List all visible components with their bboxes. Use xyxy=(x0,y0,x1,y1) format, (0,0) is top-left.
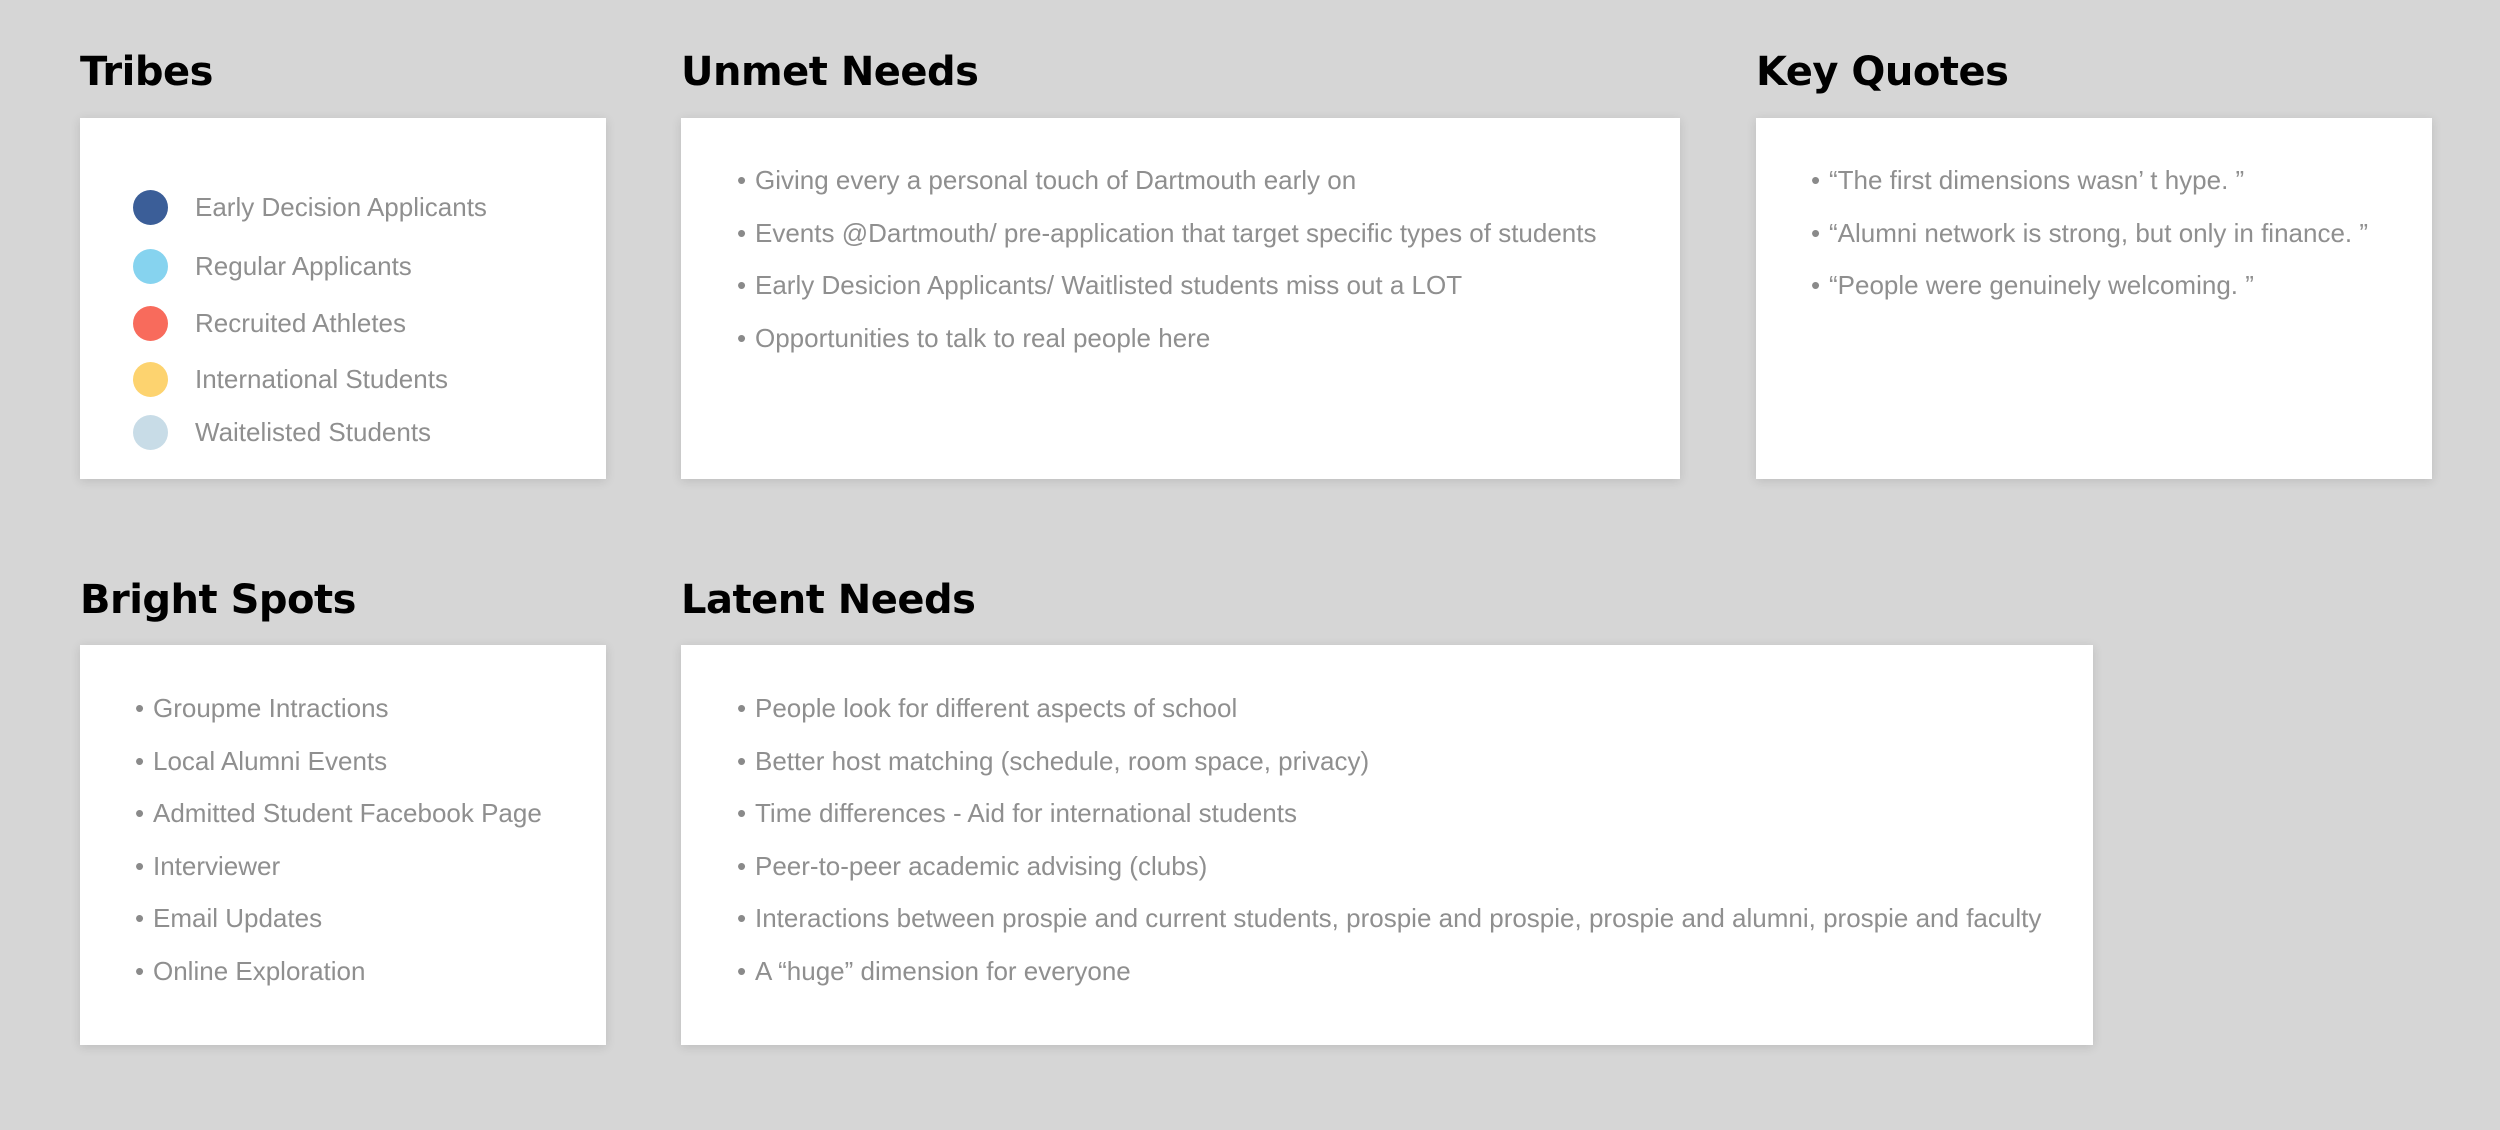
latent-need-text: Peer-to-peer academic advising (clubs) xyxy=(755,850,1208,881)
latent-needs-list xyxy=(737,690,2041,1005)
bullet-icon: • xyxy=(737,217,747,248)
latent-need-text: Time differences - Aid for international students xyxy=(755,798,1297,828)
bullet-icon: • xyxy=(737,955,747,986)
list-item xyxy=(737,267,1596,303)
bullet-icon: • xyxy=(737,850,747,881)
list-item xyxy=(737,743,2041,779)
latent-need-text: A “huge” dimension for everyone xyxy=(755,955,1131,986)
quote-text: “The first dimensions wasn’ t hype. ” xyxy=(1829,165,2245,195)
list-item xyxy=(737,795,2041,831)
bullet-icon: • xyxy=(737,270,747,300)
tribe-label: Recruited Athletes xyxy=(195,307,407,338)
key-quotes-list xyxy=(1811,162,2368,320)
tribe-color-dot xyxy=(133,415,168,450)
bullet-icon: • xyxy=(135,693,145,723)
unmet-need-text: Early Desicion Applicants/ Waitlisted students miss out a LOT xyxy=(755,270,1463,300)
bullet-icon: • xyxy=(135,798,145,828)
list-item xyxy=(737,215,1596,251)
list-item xyxy=(737,320,1596,356)
unmet-need-text: Giving every a personal touch of Dartmouth early on xyxy=(755,165,1357,195)
tribe-label: Regular Applicants xyxy=(195,250,412,281)
tribe-label: International Students xyxy=(195,363,448,394)
unmet-need-text: Opportunities to talk to real people here xyxy=(755,322,1211,353)
tribe-label: Early Decision Applicants xyxy=(195,191,487,222)
bright-spot-text: Groupme Intractions xyxy=(153,693,389,723)
tribe-color-dot xyxy=(133,190,168,225)
latent-needs-title: Latent Needs xyxy=(681,577,976,623)
bright-spots-title: Bright Spots xyxy=(80,577,356,623)
bright-spots-list xyxy=(135,690,542,1005)
tribe-item xyxy=(133,246,412,286)
bullet-icon: • xyxy=(1811,165,1821,195)
bullet-icon: • xyxy=(737,322,747,353)
list-item xyxy=(1811,215,2368,251)
bullet-icon: • xyxy=(1811,217,1821,248)
list-item xyxy=(135,848,542,884)
latent-need-text: Better host matching (schedule, room space, privacy) xyxy=(755,745,1370,776)
list-item xyxy=(737,690,2041,726)
bright-spots-card xyxy=(80,645,606,1045)
key-quotes-card xyxy=(1756,118,2432,479)
list-item xyxy=(737,953,2041,989)
list-item xyxy=(737,900,2041,936)
tribe-item xyxy=(133,303,406,343)
tribe-label: Waitelisted Students xyxy=(195,416,432,447)
bullet-icon: • xyxy=(135,955,145,986)
list-item xyxy=(135,953,542,989)
bullet-icon: • xyxy=(135,850,145,881)
bullet-icon: • xyxy=(737,165,747,195)
list-item xyxy=(1811,162,2368,198)
latent-need-text: People look for different aspects of school xyxy=(755,693,1238,723)
tribe-color-dot xyxy=(133,249,168,284)
list-item xyxy=(737,848,2041,884)
tribe-item xyxy=(133,187,487,227)
bullet-icon: • xyxy=(737,798,747,828)
tribes-card xyxy=(80,118,606,479)
tribe-color-dot xyxy=(133,306,168,341)
latent-needs-card xyxy=(681,645,2093,1045)
unmet-needs-card xyxy=(681,118,1680,479)
unmet-need-text: Events @Dartmouth/ pre-application that target specific types of students xyxy=(755,217,1597,248)
bullet-icon: • xyxy=(135,903,145,933)
list-item xyxy=(135,743,542,779)
bullet-icon: • xyxy=(135,745,145,776)
bullet-icon: • xyxy=(737,693,747,723)
tribe-color-dot xyxy=(133,362,168,397)
bright-spot-text: Online Exploration xyxy=(153,955,366,986)
list-item xyxy=(135,795,542,831)
bright-spot-text: Admitted Student Facebook Page xyxy=(153,798,542,828)
key-quotes-title: Key Quotes xyxy=(1756,49,2009,95)
list-item xyxy=(135,900,542,936)
list-item xyxy=(135,690,542,726)
bright-spot-text: Email Updates xyxy=(153,903,323,933)
bullet-icon: • xyxy=(1811,270,1821,300)
latent-need-text: Interactions between prospie and current students, prospie and prospie, prospie and alumni, prospie and faculty xyxy=(755,903,2042,933)
bright-spot-text: Local Alumni Events xyxy=(153,745,388,776)
list-item xyxy=(737,162,1596,198)
tribe-item xyxy=(133,359,448,399)
bullet-icon: • xyxy=(737,745,747,776)
tribes-title: Tribes xyxy=(80,49,213,95)
list-item xyxy=(1811,267,2368,303)
unmet-needs-list xyxy=(737,162,1596,372)
bright-spot-text: Interviewer xyxy=(153,850,281,881)
tribe-item xyxy=(133,412,431,452)
quote-text: “Alumni network is strong, but only in finance. ” xyxy=(1829,217,2369,248)
quote-text: “People were genuinely welcoming. ” xyxy=(1829,270,2254,300)
unmet-needs-title: Unmet Needs xyxy=(681,49,979,95)
bullet-icon: • xyxy=(737,903,747,933)
